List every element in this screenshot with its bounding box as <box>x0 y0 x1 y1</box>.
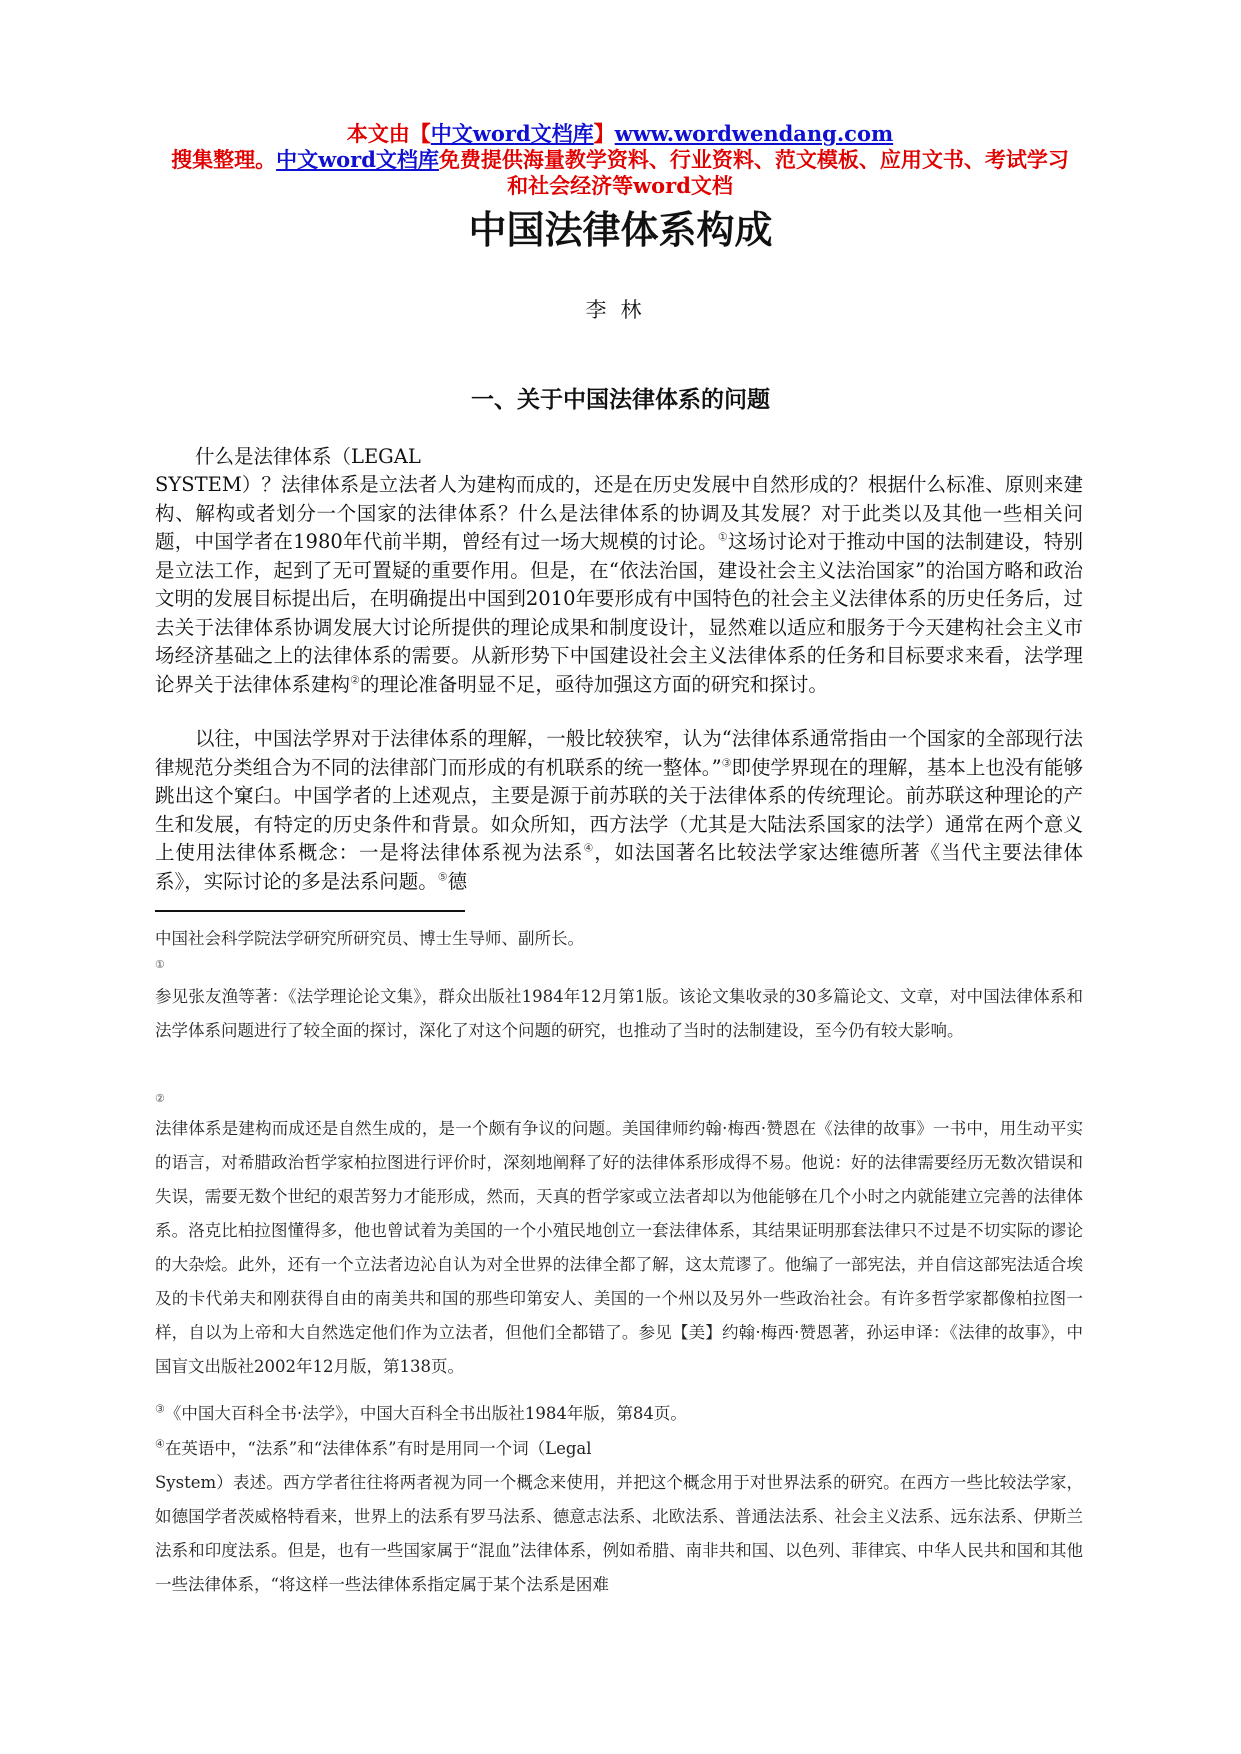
footnote-4-first-line: 在英语中，“法系”和“法律体系”有时是用同一个词（Legal <box>164 1439 592 1458</box>
footnote-3-text: 《中国大百科全书·法学》，中国大百科全书出版社1984年版，第84页。 <box>164 1404 687 1423</box>
footnote-ref-2[interactable]: ② <box>350 673 360 686</box>
banner-prefix: 本文由【 <box>346 121 431 146</box>
footnote-3 <box>155 1397 1083 1431</box>
footnote-1: 参见张友渔等著：《法学理论论文集》，群众出版社1984年12月第1版。该论文集收录的30多篇论文、文章，对中国法律体系和法学体系问题进行了较全面的探讨，深化了对这个问题的研究，也推动了当时的法制建设，至今仍有较大影响。 <box>155 987 1083 1040</box>
paragraph-1-first-line: 什么是法律体系（LEGAL <box>195 445 421 468</box>
author-name: 李林 <box>585 298 656 322</box>
footnote-2: 法律体系是建构而成还是自然生成的，是一个颇有争议的问题。美国律师约翰·梅西·赞恩在《法律的故事》一书中，用生动平实的语言，对希腊政治哲学家柏拉图进行评价时，深刻地阐释了好的法律体系形成得不易。他说：好的法律需要经历无数次错误和失误，需要无数个世纪的艰苦努力才能形成，然而，天真的哲学家或立法者却以为他能够在几个小时之内就能建立完善的法律体系。洛克比柏拉图懂得多，他也曾试着为美国的一个小殖民地创立一套法律体系，其结果证明那套法律只不过是不切实际的谬论的大杂烩。此外，还有一个立法者边沁自认为对全世界的法律全都了解，这太荒谬了。他编了一部宪法，并自信这部宪法适合埃及的卡代弟夫和刚获得自由的南美共和国的那些印第安人、美国的一个州以及另外一些政治社会。有许多哲学家都像柏拉图一样，自以为上帝和大自然选定他们作为立法者，但他们全都错了。参见【美】约翰·梅西·赞恩著，孙运申译：《法律的故事》，中国盲文出版社2002年12月版，第138页。 <box>155 1119 1083 1376</box>
author-footnote: 中国社会科学院法学研究所研究员、博士生导师、副所长。 <box>155 929 584 948</box>
paragraph-2-text-2: 即使学界现在的理解，基本上也没有能够跳出这个窠臼。中国学者的上述观点，主要是源于前苏联的关于法律体系的传统理论。前苏联这种理论的产生和发展，有特定的历史条件和背景。如众所知，西方法学（尤其是大陆法系国家的法学）通常在两个意义上使用法律体系概念：一是将法律体系视为法系 <box>155 755 1083 864</box>
document-title: 中国法律体系构成 <box>468 208 773 252</box>
footnote-4-text: System）表述。西方学者往往将两者视为同一个概念来使用，并把这个概念用于对世界法系的研究。在西方一些比较法学家，如德国学者茨威格特看来，世界上的法系有罗马法系、德意志法系、北欧法系、普通法法系、社会主义法系、远东法系、伊斯兰法系和印度法系。但是，也有一些国家属于“混血”法律体系，例如希腊、南非共和国、以色列、菲律宾、中华人民共和国和其他一些法律体系，“将这样一些法律体系指定属于某个法系是困难 <box>155 1473 1083 1594</box>
section-heading: 一、关于中国法律体系的问题 <box>471 387 770 413</box>
footnote-4 <box>155 1432 1083 1602</box>
footnote-3-marker: ③ <box>155 1402 165 1416</box>
paragraph-1 <box>155 471 1083 699</box>
banner-url-link[interactable]: www.wordwendang.com <box>614 121 894 146</box>
banner-site-link[interactable]: 中文word文档库 <box>430 121 594 146</box>
footnote-ref-4[interactable]: ④ <box>583 841 595 855</box>
paragraph-2-text-4: 德 <box>447 869 468 893</box>
footnote-separator <box>155 910 465 912</box>
footnote-ref-3[interactable]: ③ <box>721 756 732 769</box>
paragraph-1-text-3: 的理论准备明显不足，亟待加强这方面的研究和探讨。 <box>359 672 828 696</box>
banner-line2-text: 免费提供海量教学资料、行业资料、范文模板、应用文书、考试学习 <box>438 147 1069 172</box>
footnote-4-marker: ④ <box>155 1437 165 1451</box>
banner-line2-link[interactable]: 中文word文档库 <box>276 147 439 172</box>
banner-line2-prefix: 搜集整理。 <box>171 147 277 172</box>
footnote-ref-5[interactable]: ⑤ <box>437 870 448 883</box>
banner-line-3: 和社会经济等word文档 <box>507 173 733 198</box>
footnote-marker-2: ② <box>155 1092 165 1105</box>
banner-line-1 <box>150 121 1090 147</box>
paragraph-2-text-3: ，如法国著名比较法学家达维德所著《当代主要法律体系》，实际讨论的多是法系问题。 <box>155 841 1083 893</box>
banner-line-2 <box>150 147 1090 173</box>
paragraph-2 <box>155 725 1083 896</box>
paragraph-2-text: 以往，中国法学界对于法律体系的理解，一般比较狭窄，认为“法律体系通常指由一个国家的全部现行法律规范分类组合为不同的法律部门而形成的有机联系的统一整体。” <box>155 727 1083 779</box>
banner-bracket: 】 <box>593 121 615 146</box>
paragraph-1-text: SYSTEM）？法律体系是立法者人为建构而成的，还是在历史发展中自然形成的？根据什么标准、原则来建构、解构或者划分一个国家的法律体系？什么是法律体系的协调及其发展？对于此类以及其他一些相关问题，中国学者在1980年代前半期，曾经有过一场大规模的讨论。 <box>155 473 1083 553</box>
footnote-marker-1: ① <box>155 958 165 971</box>
footnote-ref-1[interactable]: ① <box>717 530 729 544</box>
paragraph-1-text-2: 这场讨论对于推动中国的法制建设，特别是立法工作，起到了无可置疑的重要作用。但是，在“依法治国，建设社会主义法治国家”的治国方略和政治文明的发展目标提出后，在明确提出中国到2010年要形成有中国特色的社会主义法律体系的历史任务后，过去关于法律体系协调发展大讨论所提供的理论成果和制度设计，显然难以适应和服务于今天建构社会主义市场经济基础之上的法律体系的需要。从新形势下中国建设社会主义法律体系的任务和目标要求来看，法学理论界关于法律体系建构 <box>155 530 1083 696</box>
